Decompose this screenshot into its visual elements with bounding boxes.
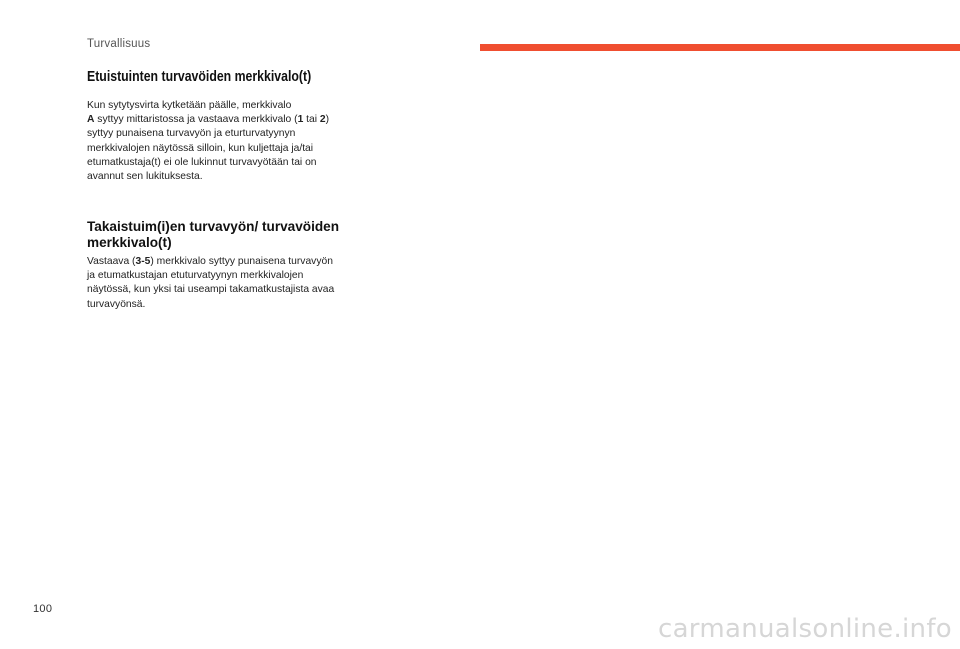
watermark: carmanualsonline.info <box>657 614 952 644</box>
bold-ref-3-5: 3-5 <box>135 256 151 267</box>
heading-front-seatbelt-warning: Etuistuinten turvavöiden merkkivalo(t) <box>87 68 312 85</box>
bold-ref-a: A <box>87 114 95 126</box>
bold-ref-2: 2 <box>319 114 326 126</box>
section-label: Turvallisuus <box>87 38 151 50</box>
paragraph-front-seatbelt-warning: Kun sytytysvirta kytketään päälle, merkkivalo A syttyy mittaristossa ja vastaava merkkivalo (1 tai 2) syttyy punaisena turvavyön ja eturturvatyynyn merkkivalojen näytössä silloin, kun kuljettaja ja/tai etumatkustaja(t) ei ole lukinnut turvavyötään tai on avannut sen lukituksesta. <box>87 100 330 183</box>
heading-rear-seatbelt-warning: Takaistuim(i)en turvavyön/ turvavöiden merkkivalo(t) <box>87 219 340 250</box>
page-number: 100 <box>33 603 53 615</box>
header-accent-bar <box>480 44 960 51</box>
paragraph-rear-seatbelt-warning: Vastaava (3-5) merkkivalo syttyy punaisena turvavyön ja etumatkustajan etuturvatyynyn merkkivalojen näytössä, kun yksi tai useampi takamatkustajista avaa turvavyönsä. <box>87 256 335 310</box>
bold-ref-1: 1 <box>297 114 304 126</box>
